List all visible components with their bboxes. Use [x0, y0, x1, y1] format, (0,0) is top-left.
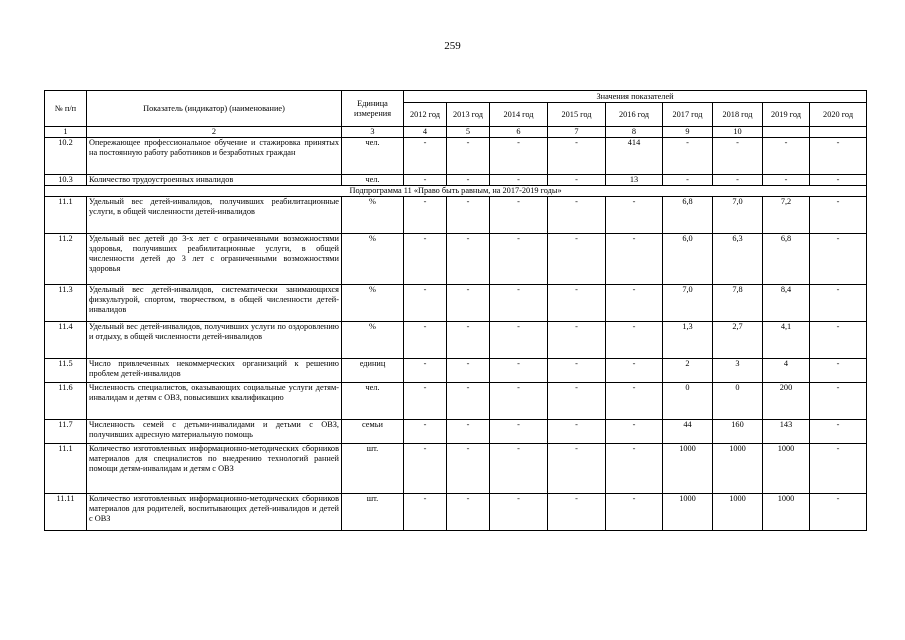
value-cell: - [404, 420, 447, 444]
value-cell: 4,1 [763, 322, 810, 359]
value-cell: 6,3 [713, 234, 763, 285]
table-row [45, 420, 867, 444]
unit-cell: % [342, 285, 404, 322]
column-number: 8 [606, 127, 663, 138]
value-cell: - [606, 494, 663, 531]
indicator-name: Удельный вес детей до 3-х лет с ограниченными возможностями здоровья, получивших реабилитационные услуги, в общей численности детей до 3 лет с ограниченными возможностями здоровья [87, 234, 342, 285]
value-cell: - [490, 359, 548, 383]
header-unit: Единица измерения [342, 91, 404, 127]
value-cell: - [404, 285, 447, 322]
value-cell: 160 [713, 420, 763, 444]
unit-cell: чел. [342, 138, 404, 175]
value-cell: - [447, 197, 490, 234]
value-cell: - [810, 383, 867, 420]
value-cell: 2 [663, 359, 713, 383]
value-cell: 1000 [713, 494, 763, 531]
indicator-name: Число привлеченных некоммерческих организаций к решению проблем детей-инвалидов [87, 359, 342, 383]
header-num: № п/п [45, 91, 87, 127]
header-year: 2018 год [713, 103, 763, 127]
value-cell: - [606, 359, 663, 383]
value-cell: 13 [606, 175, 663, 186]
indicator-name: Численность семей с детьми-инвалидами и детьми с ОВЗ, получивших адресную материальную помощь [87, 420, 342, 444]
value-cell: - [663, 138, 713, 175]
value-cell: - [810, 420, 867, 444]
indicator-name: Численность специалистов, оказывающих социальные услуги детям-инвалидам и детям с ОВЗ, повысивших квалификацию [87, 383, 342, 420]
table-row [45, 494, 867, 531]
value-cell: - [810, 175, 867, 186]
value-cell: - [490, 285, 548, 322]
value-cell: 1,3 [663, 322, 713, 359]
table-row [45, 197, 867, 234]
unit-cell: чел. [342, 175, 404, 186]
row-number: 11.7 [45, 420, 87, 444]
header-year: 2016 год [606, 103, 663, 127]
value-cell: 1000 [663, 494, 713, 531]
unit-cell: единиц [342, 359, 404, 383]
value-cell: - [548, 383, 606, 420]
row-number: 11.1 [45, 444, 87, 494]
row-number: 11.2 [45, 234, 87, 285]
value-cell: - [548, 444, 606, 494]
value-cell: - [447, 285, 490, 322]
value-cell: - [404, 175, 447, 186]
table-row [45, 383, 867, 420]
row-number: 11.3 [45, 285, 87, 322]
value-cell: - [606, 322, 663, 359]
indicator-name: Удельный вес детей-инвалидов, получивших реабилитационные услуги, в общей численности детей-инвалидов [87, 197, 342, 234]
value-cell: 1000 [663, 444, 713, 494]
value-cell: 3 [713, 359, 763, 383]
value-cell: 1000 [763, 494, 810, 531]
value-cell: - [447, 383, 490, 420]
value-cell: - [490, 234, 548, 285]
value-cell: - [447, 234, 490, 285]
value-cell: - [490, 197, 548, 234]
column-number: 5 [447, 127, 490, 138]
table-row [45, 234, 867, 285]
subprogram-section [45, 186, 867, 197]
value-cell: - [810, 359, 867, 383]
value-cell: - [810, 285, 867, 322]
value-cell: - [663, 175, 713, 186]
value-cell: 6,8 [763, 234, 810, 285]
table-row [45, 175, 867, 186]
value-cell: 0 [663, 383, 713, 420]
indicator-name: Удельный вес детей-инвалидов, получивших услуги по оздоровлению и отдыху, в общей численности детей-инвалидов [87, 322, 342, 359]
value-cell: 200 [763, 383, 810, 420]
indicator-name: Удельный вес детей-инвалидов, систематически занимающихся физкультурой, спортом, творчеством, в общей численности детей-инвалидов [87, 285, 342, 322]
value-cell: - [404, 383, 447, 420]
value-cell: - [548, 420, 606, 444]
value-cell: - [763, 138, 810, 175]
value-cell: - [404, 138, 447, 175]
row-number: 11.5 [45, 359, 87, 383]
value-cell: - [548, 175, 606, 186]
header-year: 2017 год [663, 103, 713, 127]
unit-cell: шт. [342, 494, 404, 531]
unit-cell: шт. [342, 444, 404, 494]
value-cell: - [606, 285, 663, 322]
value-cell: - [404, 322, 447, 359]
column-number: 6 [490, 127, 548, 138]
value-cell: - [404, 234, 447, 285]
value-cell: - [606, 444, 663, 494]
value-cell: - [548, 197, 606, 234]
value-cell: 6,0 [663, 234, 713, 285]
header-year: 2019 год [763, 103, 810, 127]
value-cell: - [810, 444, 867, 494]
value-cell: - [548, 494, 606, 531]
value-cell: 2,7 [713, 322, 763, 359]
value-cell: - [447, 359, 490, 383]
header-year: 2012 год [404, 103, 447, 127]
column-number: 3 [342, 127, 404, 138]
value-cell: - [447, 138, 490, 175]
value-cell: - [447, 444, 490, 494]
value-cell: 1000 [713, 444, 763, 494]
rows-before [45, 138, 867, 186]
header-year: 2014 год [490, 103, 548, 127]
unit-cell: % [342, 322, 404, 359]
row-number: 11.4 [45, 322, 87, 359]
value-cell: - [548, 285, 606, 322]
value-cell: 414 [606, 138, 663, 175]
value-cell: - [490, 138, 548, 175]
value-cell: 1000 [763, 444, 810, 494]
table-row [45, 359, 867, 383]
header-indicator: Показатель (индикатор) (наименование) [87, 91, 342, 127]
column-number: 10 [713, 127, 763, 138]
value-cell: - [447, 494, 490, 531]
value-cell: - [490, 383, 548, 420]
value-cell: - [490, 420, 548, 444]
column-number [810, 127, 867, 138]
row-number: 10.3 [45, 175, 87, 186]
indicator-name: Количество изготовленных информационно-методических сборников материалов для родителей, воспитывающих детей-инвалидов и детей с ОВЗ [87, 494, 342, 531]
table-row [45, 444, 867, 494]
value-cell: - [606, 234, 663, 285]
indicator-name: Количество трудоустроенных инвалидов [87, 175, 342, 186]
column-number [763, 127, 810, 138]
value-cell: - [606, 197, 663, 234]
row-number: 11.6 [45, 383, 87, 420]
value-cell: - [404, 197, 447, 234]
value-cell: - [810, 234, 867, 285]
unit-cell: семьи [342, 420, 404, 444]
value-cell: - [404, 359, 447, 383]
value-cell: - [810, 322, 867, 359]
table-header [45, 91, 867, 138]
column-number: 7 [548, 127, 606, 138]
row-number: 11.11 [45, 494, 87, 531]
table-row [45, 322, 867, 359]
unit-cell: % [342, 197, 404, 234]
header-year: 2015 год [548, 103, 606, 127]
value-cell: 143 [763, 420, 810, 444]
value-cell: - [548, 234, 606, 285]
value-cell: - [404, 494, 447, 531]
row-number: 10.2 [45, 138, 87, 175]
table-row [45, 138, 867, 175]
value-cell: - [606, 383, 663, 420]
unit-cell: чел. [342, 383, 404, 420]
value-cell: - [548, 359, 606, 383]
column-number: 4 [404, 127, 447, 138]
unit-cell: % [342, 234, 404, 285]
value-cell: - [713, 138, 763, 175]
header-values-group: Значения показателей [404, 91, 867, 103]
value-cell: 0 [713, 383, 763, 420]
indicators-table [44, 90, 867, 531]
indicator-name: Опережающее профессиональное обучение и стажировка принятых на постоянную работу работников и безработных граждан [87, 138, 342, 175]
value-cell: - [447, 322, 490, 359]
indicator-name: Количество изготовленных информационно-методических сборников материалов для специалистов по внедрению технологий ранней помощи детям-инвалидам и детям с ОВЗ [87, 444, 342, 494]
value-cell: 6,8 [663, 197, 713, 234]
subprogram-title: Подпрограмма 11 «Право быть равным, на 2017-2019 годы» [45, 186, 867, 197]
header-year: 2013 год [447, 103, 490, 127]
column-number: 1 [45, 127, 87, 138]
value-cell: - [810, 138, 867, 175]
value-cell: - [447, 420, 490, 444]
value-cell: - [606, 420, 663, 444]
value-cell: - [763, 175, 810, 186]
value-cell: - [810, 494, 867, 531]
rows-after [45, 197, 867, 531]
value-cell: - [447, 175, 490, 186]
value-cell: - [548, 322, 606, 359]
value-cell: - [490, 322, 548, 359]
page-number: 259 [444, 40, 461, 52]
row-number: 11.1 [45, 197, 87, 234]
column-numbers-row [45, 127, 867, 138]
value-cell: - [810, 197, 867, 234]
value-cell: - [404, 444, 447, 494]
value-cell: - [490, 444, 548, 494]
value-cell: 7,8 [713, 285, 763, 322]
value-cell: 7,2 [763, 197, 810, 234]
table-row [45, 285, 867, 322]
header-year: 2020 год [810, 103, 867, 127]
value-cell: - [548, 138, 606, 175]
column-number: 2 [87, 127, 342, 138]
value-cell: 7,0 [663, 285, 713, 322]
value-cell: 44 [663, 420, 713, 444]
value-cell: - [490, 494, 548, 531]
value-cell: - [490, 175, 548, 186]
value-cell: 8,4 [763, 285, 810, 322]
value-cell: 7,0 [713, 197, 763, 234]
value-cell: 4 [763, 359, 810, 383]
column-number: 9 [663, 127, 713, 138]
value-cell: - [713, 175, 763, 186]
